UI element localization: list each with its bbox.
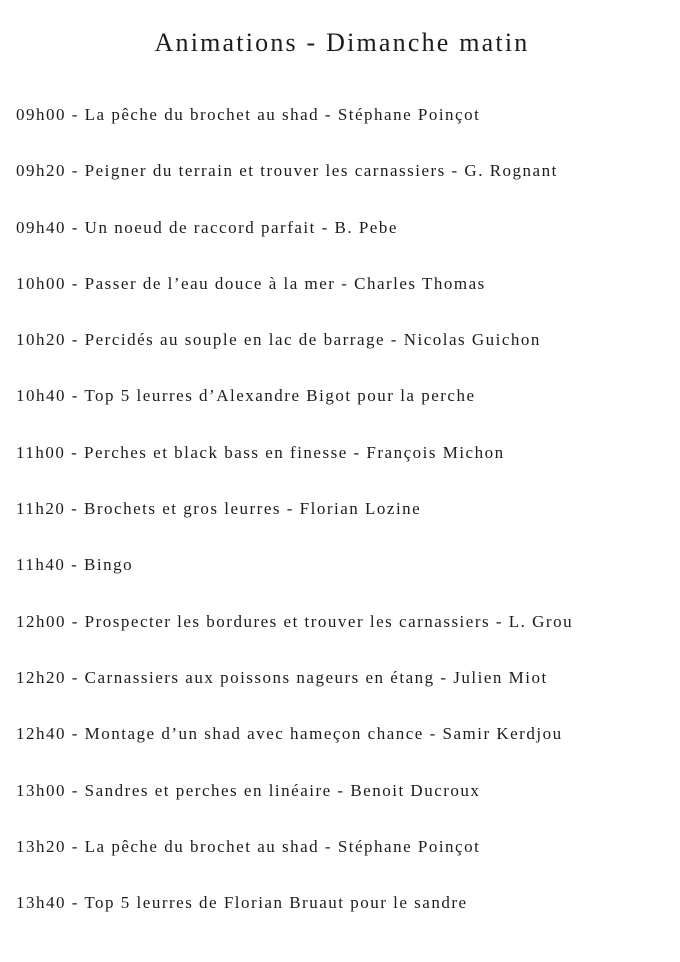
schedule-entry: 10h20 - Percidés au souple en lac de barrage - Nicolas Guichon xyxy=(16,330,541,350)
schedule-entry: 10h00 - Passer de l’eau douce à la mer - Charles Thomas xyxy=(16,273,486,293)
schedule-entry: 12h00 - Prospecter les bordures et trouver les carnassiers - L. Grou xyxy=(16,611,574,631)
page-title: Animations - Dimanche matin xyxy=(154,28,530,57)
schedule-list xyxy=(16,103,573,947)
schedule-entry: 11h20 - Brochets et gros leurres - Florian Lozine xyxy=(16,499,422,519)
schedule-entry: 12h40 - Montage d’un shad avec hameçon chance - Samir Kerdjou xyxy=(16,724,563,744)
schedule-entry: 11h00 - Perches et black bass en finesse - François Michon xyxy=(16,442,505,462)
schedule-entry: 09h40 - Un noeud de raccord parfait - B. Pebe xyxy=(16,217,398,237)
schedule-entry: 11h40 - Bingo xyxy=(16,555,134,575)
schedule-entry: 09h20 - Peigner du terrain et trouver les carnassiers - G. Rognant xyxy=(16,161,558,181)
schedule-entry: 13h00 - Sandres et perches en linéaire - Benoit Ducroux xyxy=(16,780,481,800)
schedule-entry: 13h20 - La pêche du brochet au shad - Stéphane Poinçot xyxy=(16,836,481,856)
schedule-entry: 12h20 - Carnassiers aux poissons nageurs en étang - Julien Miot xyxy=(16,667,548,687)
schedule-entry: 09h00 - La pêche du brochet au shad - Stéphane Poinçot xyxy=(16,105,481,124)
schedule-entry: 10h40 - Top 5 leurres d’Alexandre Bigot pour la perche xyxy=(16,386,476,406)
schedule-entry: 13h40 - Top 5 leurres de Florian Bruaut pour le sandre xyxy=(16,893,468,913)
